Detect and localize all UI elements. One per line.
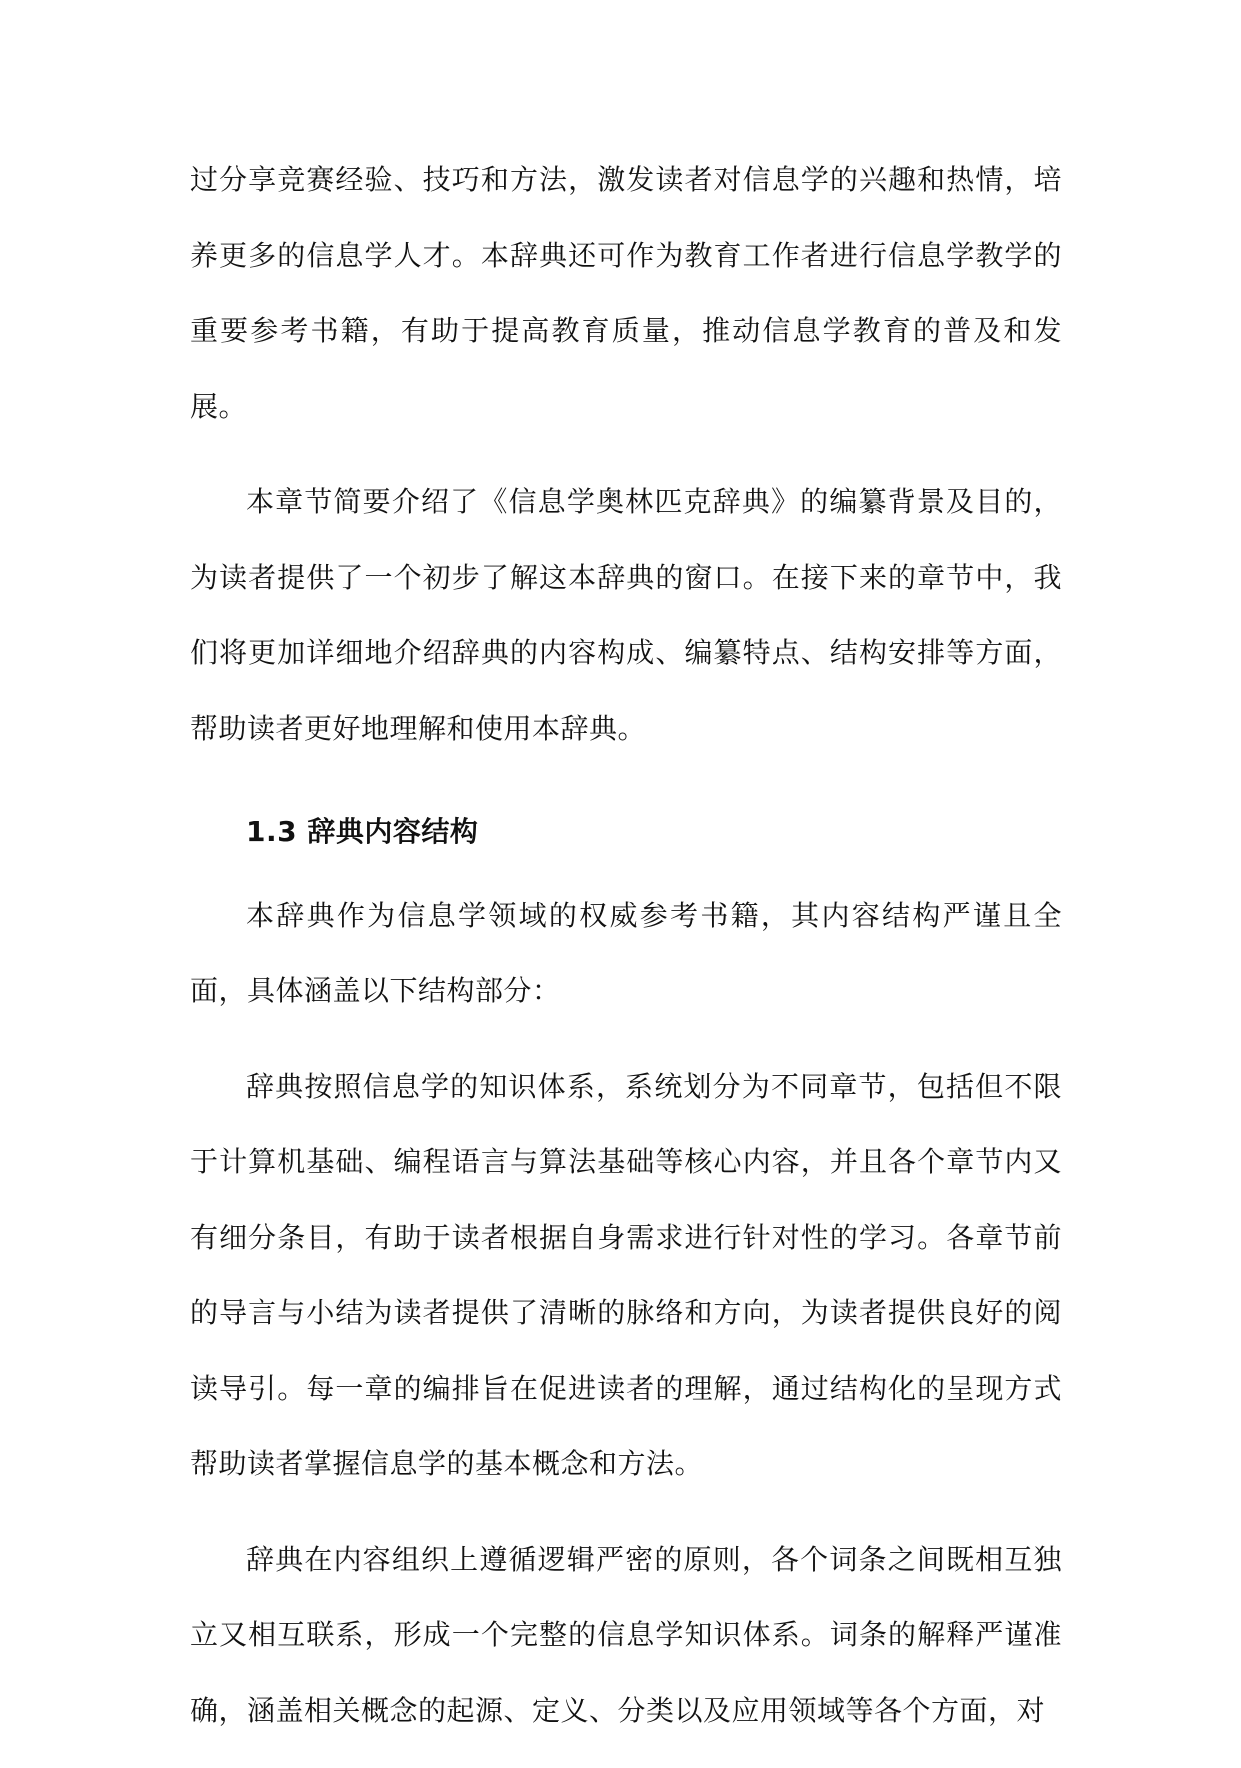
paragraph-continued: 过分享竞赛经验、技巧和方法，激发读者对信息学的兴趣和热情，培养更多的信息学人才。本辞典还可作为教育工作者进行信息学教学的重要参考书籍，有助于提高教育质量，推动信息学教育的普及和发展。: [190, 163, 1062, 423]
paragraph-chapter-summary: 本章节简要介绍了《信息学奥林匹克辞典》的编纂背景及目的，为读者提供了一个初步了解这本辞典的窗口。在接下来的章节中，我们将更加详细地介绍辞典的内容构成、编纂特点、结构安排等方面，帮助读者更好地理解和使用本辞典。: [190, 485, 1062, 745]
paragraph-chapters: 辞典按照信息学的知识体系，系统划分为不同章节，包括但不限于计算机基础、编程语言与算法基础等核心内容，并且各个章节内又有细分条目，有助于读者根据自身需求进行针对性的学习。各章节前的导言与小结为读者提供了清晰的脉络和方向，为读者提供良好的阅读导引。每一章的编排旨在促进读者的理解，通过结构化的呈现方式帮助读者掌握信息学的基本概念和方法。: [190, 1069, 1062, 1480]
page-body: [190, 142, 1062, 1768]
section-heading: 1.3 辞典内容结构: [246, 815, 479, 848]
paragraph-entries: 辞典在内容组织上遵循逻辑严密的原则，各个词条之间既相互独立又相互联系，形成一个完整的信息学知识体系。词条的解释严谨准确，涵盖相关概念的起源、定义、分类以及应用领域等各个方面，对: [190, 1542, 1062, 1727]
paragraph-intro: 本辞典作为信息学领域的权威参考书籍，其内容结构严谨且全面，具体涵盖以下结构部分：: [190, 898, 1062, 1007]
